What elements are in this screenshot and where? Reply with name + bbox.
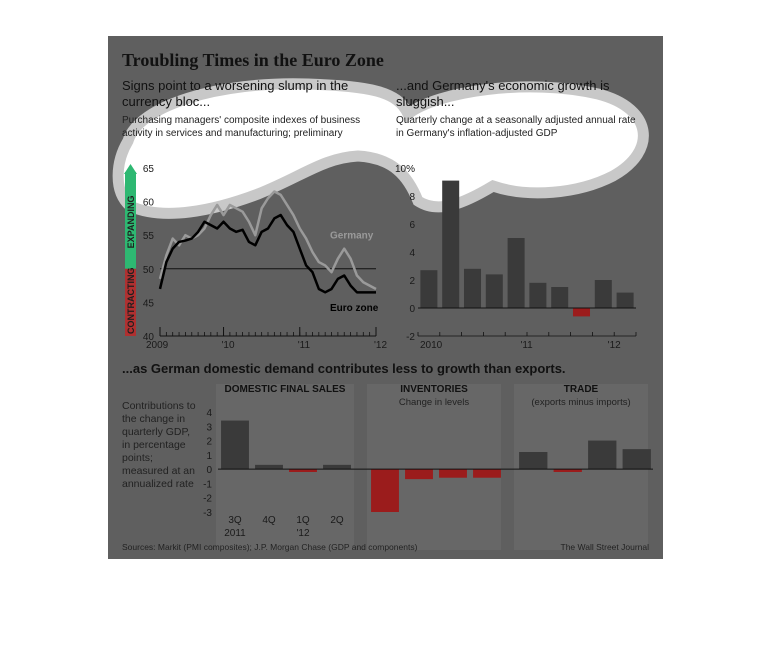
gdp-x-tick-label: '12 xyxy=(607,340,621,351)
comp-y-tick-label: 1 xyxy=(206,450,212,462)
gdp-bar xyxy=(551,287,568,308)
pmi-description: Purchasing managers' composite indexes of business activity in services and manufacturing; preliminary xyxy=(122,115,361,139)
pmi-y-tick-label: 40 xyxy=(142,332,154,343)
pmi-y-tick-label: 55 xyxy=(142,231,154,243)
pmi-line-chart xyxy=(108,156,398,356)
comp-y-tick-label: 3 xyxy=(206,422,212,434)
inventories-title: INVENTORIES xyxy=(400,384,468,395)
gdp-bar xyxy=(508,238,525,308)
comp-y-tick-label: -2 xyxy=(203,493,212,505)
contributions-note: Contributions to the change in quarterly GDP, in percentage points; measured at an annualized rate xyxy=(122,400,196,490)
components-heading: ...as German domestic demand contributes less to growth than exports. xyxy=(122,361,566,376)
gdp-bar-chart xyxy=(388,156,648,356)
comp-x-tick-sublabel: '12 xyxy=(296,528,310,539)
domestic-title: DOMESTIC FINAL SALES xyxy=(224,384,346,395)
comp-bar xyxy=(371,469,399,512)
comp-y-tick-label: 2 xyxy=(206,436,212,448)
gdp-x-tick-label: 2010 xyxy=(420,340,443,351)
comp-y-tick-label: 0 xyxy=(206,465,212,477)
comp-bar xyxy=(519,452,547,469)
pmi-subtitle: Signs point to a worsening slump in the currency bloc... xyxy=(122,78,349,109)
infographic-panel xyxy=(108,36,663,559)
comp-y-tick-label: 4 xyxy=(206,408,212,419)
gdp-subtitle: ...and Germany's economic growth is sluggish... xyxy=(396,78,610,109)
gdp-bar xyxy=(442,181,459,308)
gdp-bar xyxy=(573,308,590,316)
comp-x-tick-label: 2Q xyxy=(330,515,344,526)
comp-bar xyxy=(405,469,433,479)
pmi-x-tick-label: '10 xyxy=(221,340,235,351)
comp-bar xyxy=(473,469,501,478)
gdp-bar xyxy=(486,274,503,308)
comp-bar xyxy=(323,465,351,469)
contracting-label: CONTRACTING xyxy=(126,267,136,334)
gdp-bar xyxy=(529,283,546,308)
gdp-description: Quarterly change at a seasonally adjusted annual rate in Germany's inflation-adjusted GDP xyxy=(396,115,636,139)
pmi-x-tick-label: '11 xyxy=(297,340,311,351)
comp-x-tick-label: 3Q xyxy=(228,515,242,526)
inventories-subtitle: Change in levels xyxy=(398,397,470,408)
comp-x-tick-label: 4Q xyxy=(262,515,276,526)
pmi-x-tick-label: '12 xyxy=(374,340,388,351)
gdp-x-tick-label: '11 xyxy=(520,340,533,351)
comp-x-tick-sublabel: 2011 xyxy=(224,528,246,539)
components-bar-chart xyxy=(198,406,653,541)
pmi-y-tick-label: 50 xyxy=(142,264,154,276)
germany-series-label: Germany xyxy=(330,230,374,242)
page-title: Troubling Times in the Euro Zone xyxy=(122,50,384,70)
gdp-y-tick-label: 10% xyxy=(394,164,415,175)
comp-bar xyxy=(255,465,283,469)
comp-bar xyxy=(439,469,467,478)
gdp-y-tick-label: -2 xyxy=(406,332,415,343)
expanding-label: EXPANDING xyxy=(126,195,136,249)
gdp-y-tick-label: 2 xyxy=(409,276,415,287)
gdp-bar xyxy=(464,269,481,308)
gdp-bar xyxy=(420,270,437,308)
gdp-bar xyxy=(595,280,612,308)
comp-x-tick-label: 1Q xyxy=(296,515,310,526)
comp-y-tick-label: -1 xyxy=(203,479,212,491)
pmi-x-tick-label: 2009 xyxy=(146,340,169,351)
trade-subtitle: (exports minus imports) xyxy=(531,397,631,408)
comp-bar xyxy=(623,449,651,469)
comp-y-tick-label: -3 xyxy=(203,508,212,519)
pmi-y-tick-label: 60 xyxy=(142,197,154,209)
wsj-credit: The Wall Street Journal xyxy=(560,542,649,552)
comp-bar xyxy=(221,421,249,470)
trade-title: TRADE xyxy=(563,384,599,395)
euro-zone-line xyxy=(160,215,376,292)
gdp-y-tick-label: 6 xyxy=(409,220,415,231)
gdp-y-tick-label: 4 xyxy=(409,248,415,259)
gdp-bar xyxy=(617,293,634,308)
euro-zone-series-label: Euro zone xyxy=(330,303,379,315)
sources-note: Sources: Markit (PMI composites); J.P. Morgan Chase (GDP and components) xyxy=(122,542,418,552)
gdp-y-tick-label: 8 xyxy=(409,192,415,203)
pmi-y-tick-label: 65 xyxy=(142,164,154,175)
pmi-y-tick-label: 45 xyxy=(142,298,154,310)
comp-bar xyxy=(588,441,616,470)
gdp-y-tick-label: 0 xyxy=(409,304,415,315)
expanding-arrow-icon xyxy=(124,164,137,174)
